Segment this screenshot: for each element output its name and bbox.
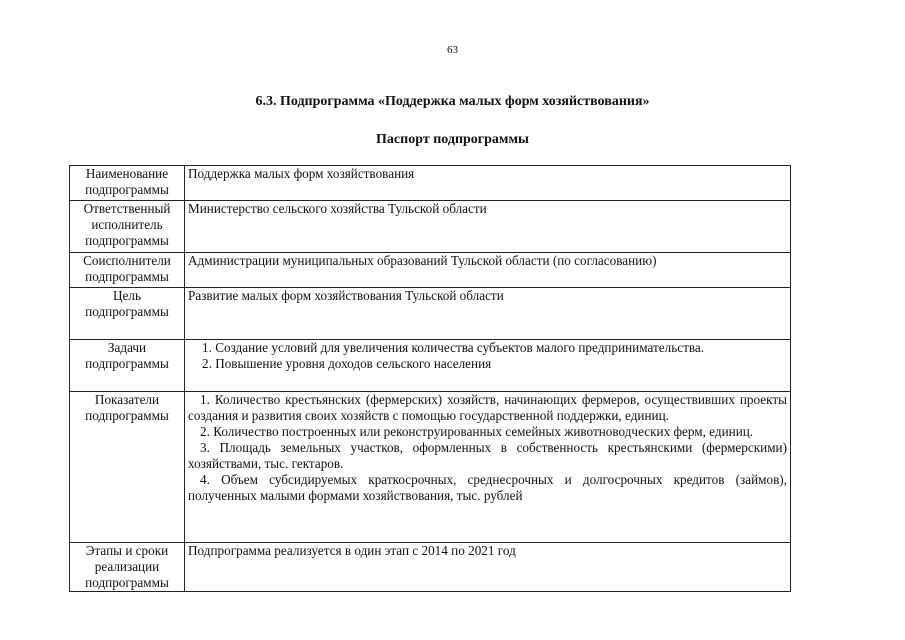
row-label: Показатели подпрограммы — [70, 392, 185, 543]
passport-title: Паспорт подпрограммы — [376, 132, 529, 147]
row-value: Поддержка малых форм хозяйствования — [185, 166, 791, 201]
row-value — [185, 340, 791, 392]
list-item: 1. Количество крестьянских (фермерских) хозяйств, начинающих фермеров, осуществивших проекты создания и развития своих хозяйств с помощью государственной поддержки, единиц. — [188, 392, 787, 423]
row-label: Цель подпрограммы — [70, 288, 185, 340]
row-value: Развитие малых форм хозяйствования Тульской области — [185, 288, 791, 340]
table-row — [70, 288, 791, 340]
table-row — [70, 201, 791, 253]
list-item: 4. Объем субсидируемых краткосрочных, среднесрочных и долгосрочных кредитов (займов), полученных малыми формами хозяйствования, тыс. рублей — [188, 472, 787, 503]
section-heading: 6.3. Подпрограмма «Поддержка малых форм хозяйствования» — [255, 94, 650, 109]
passport-table — [69, 165, 791, 592]
list-item: 2. Повышение уровня доходов сельского населения — [202, 356, 492, 371]
task-list — [188, 340, 787, 372]
list-item: 1. Создание условий для увеличения количества субъектов малого предпринимательства. — [202, 340, 705, 355]
table-row — [70, 543, 791, 592]
table-row — [70, 392, 791, 543]
row-label: Соисполнители подпрограммы — [70, 253, 185, 288]
table-row — [70, 253, 791, 288]
row-label: Этапы и сроки реализации подпрограммы — [70, 543, 185, 592]
table-row — [70, 166, 791, 201]
page-number: 63 — [447, 44, 458, 56]
row-label: Задачи подпрограммы — [70, 340, 185, 392]
row-value: Подпрограмма реализуется в один этап с 2014 по 2021 год — [185, 543, 791, 592]
row-value: Министерство сельского хозяйства Тульской области — [185, 201, 791, 253]
list-item: 2. Количество построенных или реконструированных семейных животноводческих ферм, единиц. — [200, 424, 754, 439]
table-row — [70, 340, 791, 392]
list-item: 3. Площадь земельных участков, оформленных в собственность крестьянскими (фермерскими) хозяйствами, тыс. гектаров. — [188, 440, 787, 471]
row-label: Наименование подпрограммы — [70, 166, 185, 201]
row-value: Администрации муниципальных образований Тульской области (по согласованию) — [185, 253, 791, 288]
row-label: Ответственный исполнитель подпрограммы — [70, 201, 185, 253]
row-value — [185, 392, 791, 543]
